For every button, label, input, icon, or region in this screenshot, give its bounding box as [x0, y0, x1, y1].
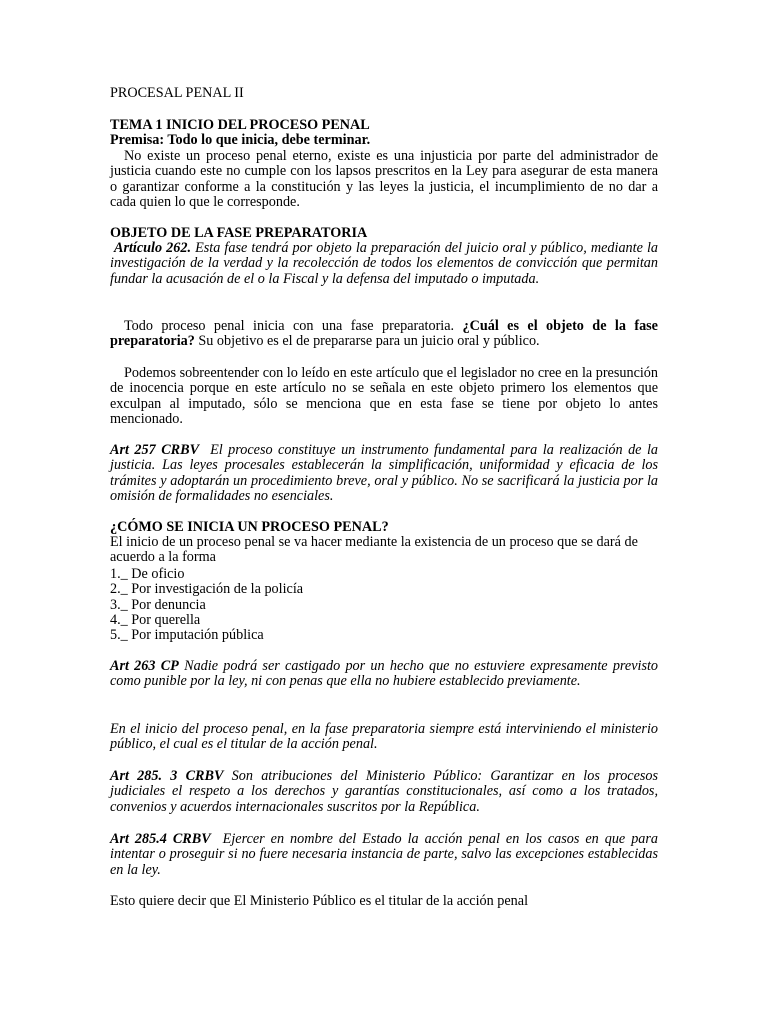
- conclusion-line: Esto quiere decir que El Ministerio Público es el titular de la acción penal: [110, 893, 529, 909]
- art-257-ref: Art 257 CRBV: [110, 442, 200, 458]
- list-item: 4._ Por querella: [110, 611, 201, 628]
- document-title: PROCESAL PENAL II: [110, 85, 244, 101]
- list-item: 2._ Por investigación de la policía: [110, 581, 304, 598]
- art-257-paragraph: [110, 443, 658, 504]
- inicio-heading: ¿CÓMO SE INICIA UN PROCESO PENAL?: [110, 519, 389, 535]
- list-item: 3._ Por denuncia: [110, 596, 206, 613]
- list-item: 1._ De oficio: [110, 566, 185, 582]
- objeto-question: ¿Cuál es el objeto de la fase preparatoria?: [110, 318, 658, 350]
- article-262-text: Esta fase tendrá por objeto la preparación del juicio oral y público, mediante la investigación de la verdad y la recolección de todos los elementos de convicción que permitan fundar la acusación de el o la Fiscal y la defensa del imputado o imputada.: [110, 240, 658, 287]
- list-item: 5._ Por imputación pública: [110, 627, 264, 644]
- objeto-question-paragraph: [110, 319, 658, 350]
- art-285-4-text: Ejercer en nombre del Estado la acción penal en los casos en que para intentar o proseguir si no fuere necesaria instancia de parte, salvo las excepciones establecidas en la ley.: [110, 831, 659, 878]
- objeto-p2-start: Todo proceso penal inicia con una fase preparatoria.: [124, 318, 463, 334]
- tema-paragraph: No existe un proceso penal eterno, existe es una injusticia por parte del administrador de justicia cuando este no cumple con los lapsos prescritos en la Ley para asegurar de esta manera o garantizar conforme a la constitución y las leyes la justicia, el incumplimiento de no dar a cada quien lo que le corresponde.: [110, 148, 658, 210]
- article-262-paragraph: [110, 241, 658, 287]
- art-263-text: Nadie podrá ser castigado por un hecho que no estuviere expresamente previsto como punible por la ley, ni con penas que ella no hubiere establecido previamente.: [110, 658, 659, 690]
- objeto-heading: OBJETO DE LA FASE PREPARATORIA: [110, 225, 368, 241]
- tema-heading: TEMA 1 INICIO DEL PROCESO PENAL: [110, 117, 370, 133]
- art-285-3-text: Son atribuciones del Ministerio Público: Garantizar en los procesos judiciales el respeto a los derechos y garantías constitucionales, así como a los tratados, convenios y acuerdos internacionales suscritos por la República.: [110, 768, 659, 815]
- premise-line: Premisa: Todo lo que inicia, debe terminar.: [110, 132, 371, 148]
- art-263-ref: Art 263 CP: [110, 658, 179, 674]
- objeto-p2-end: Su objetivo es el de prepararse para un juicio oral y público.: [194, 333, 540, 350]
- art-285-4-ref: Art 285.4 CRBV: [110, 831, 211, 847]
- presuncion-paragraph: Podemos sobreentender con lo leído en este artículo que el legislador no cree en la presunción de inocencia porque en este artículo no se señala en este objeto primero los elementos que exculpan al imputado, sólo se menciona que en esta fase se tiene por objeto lo antes mencionado.: [110, 365, 658, 427]
- article-262-ref: Artículo 262.: [114, 240, 192, 256]
- art-285-4-paragraph: [110, 832, 658, 878]
- inicio-intro: El inicio de un proceso penal se va hacer mediante la existencia de un proceso que se dará de acuerdo a la forma: [110, 534, 638, 566]
- art-263-paragraph: [110, 659, 658, 690]
- inicio-forms-list: [110, 567, 658, 643]
- art-257-text: El proceso constituye un instrumento fundamental para la realización de la justicia. Las leyes procesales establecerán la simplificación, uniformidad y eficacia de los trámites y adoptarán un procedimiento breve, oral y público. No se sacrificará la justicia por la omisión de formalidades no esenciales.: [110, 442, 659, 504]
- art-285-3-ref: Art 285. 3 CRBV: [110, 768, 224, 784]
- art-285-3-paragraph: [110, 769, 658, 815]
- ministerio-paragraph: En el inicio del proceso penal, en la fase preparatoria siempre está interviniendo el ministerio público, el cual es el titular de la acción penal.: [110, 721, 658, 753]
